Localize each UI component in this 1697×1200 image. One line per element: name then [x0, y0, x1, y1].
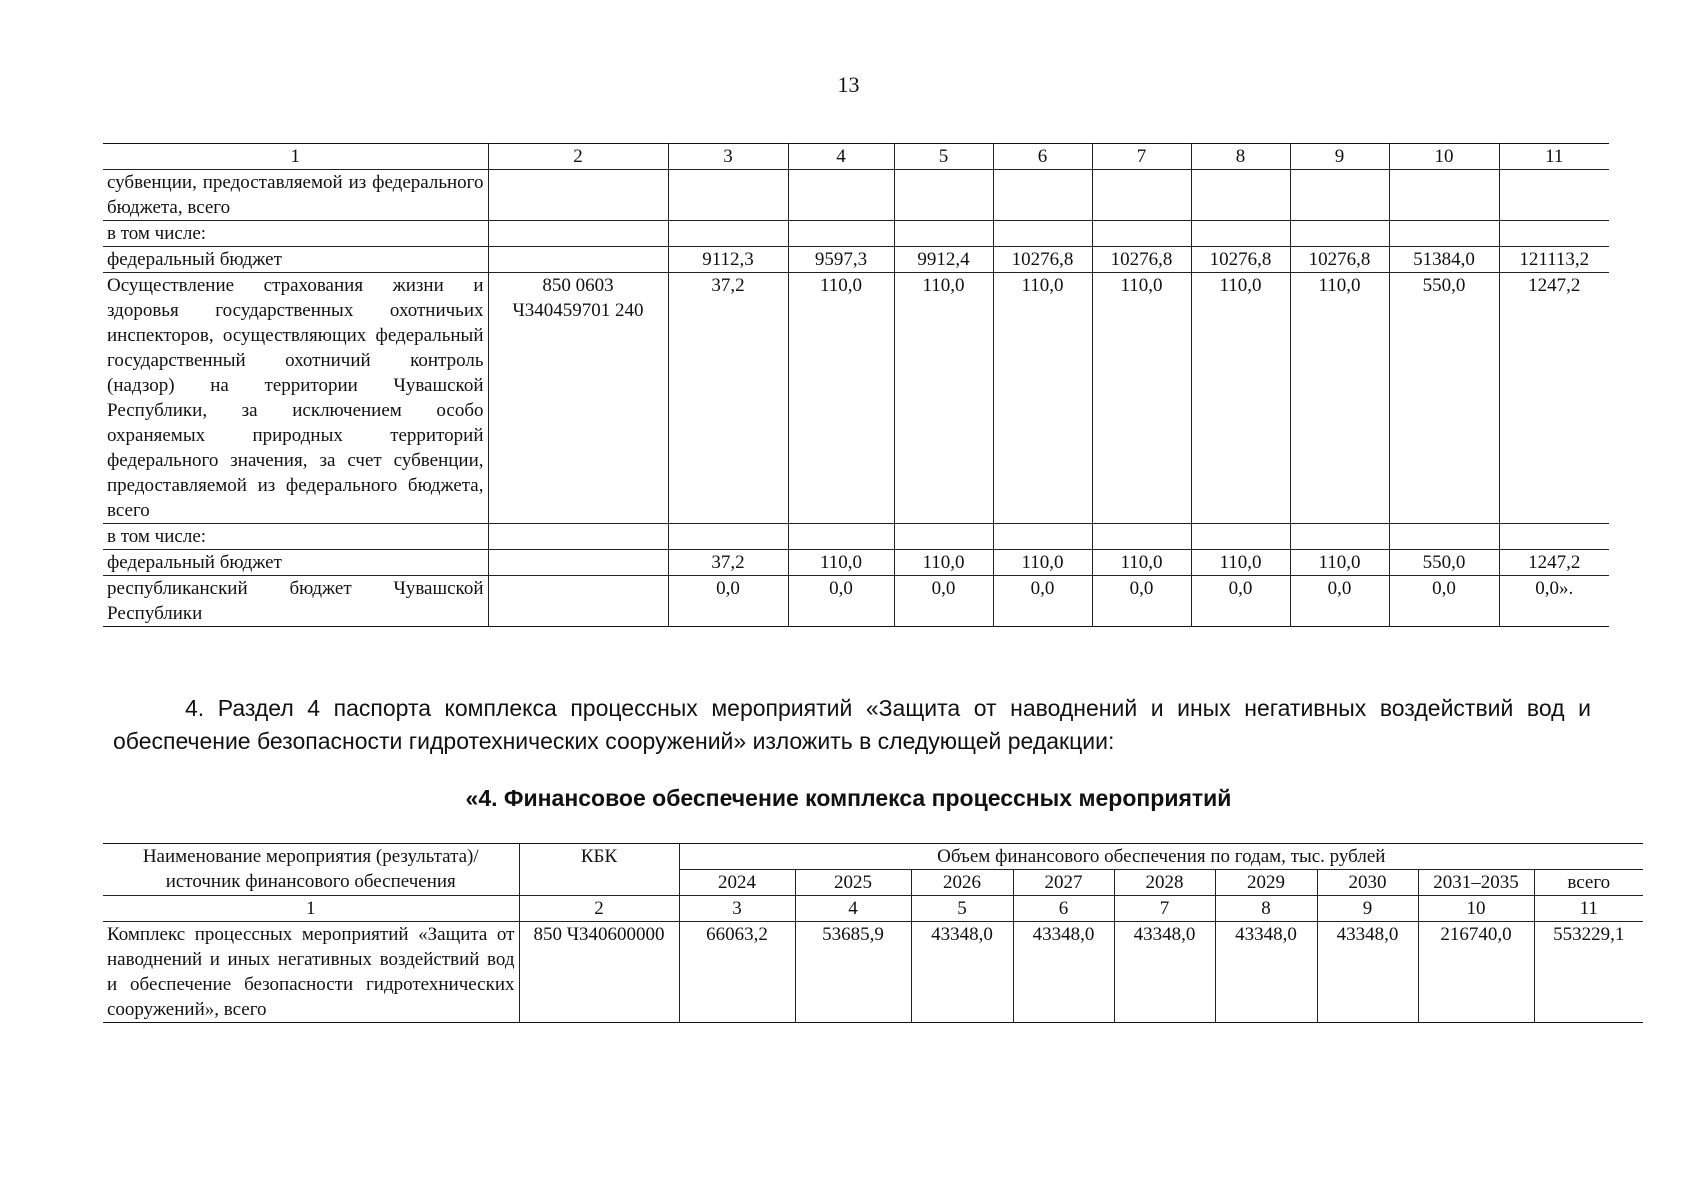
- value-cell: 53685,9: [795, 922, 911, 1023]
- table-header-row: [103, 844, 1643, 870]
- column-number-cell: 5: [894, 144, 993, 170]
- year-header-cell: 2031–2035: [1418, 870, 1534, 896]
- value-cell: 1247,2: [1499, 550, 1609, 576]
- value-cell: [993, 170, 1092, 221]
- column-number-cell: 9: [1317, 896, 1418, 922]
- column-number-cell: 11: [1534, 896, 1643, 922]
- value-cell: [993, 221, 1092, 247]
- value-cell: 0,0: [1290, 576, 1389, 627]
- row-name-cell: субвенции, предоставляемой из федерального бюджета, всего: [103, 170, 488, 221]
- table-row: [103, 273, 1609, 524]
- value-cell: 10276,8: [1290, 247, 1389, 273]
- column-number-cell: 5: [911, 896, 1013, 922]
- value-cell: [1290, 221, 1389, 247]
- column-number-cell: 1: [103, 144, 488, 170]
- value-cell: [668, 524, 788, 550]
- row-name-cell: федеральный бюджет: [103, 550, 488, 576]
- table-row: [103, 247, 1609, 273]
- value-cell: 110,0: [788, 550, 894, 576]
- value-cell: 550,0: [1389, 550, 1499, 576]
- value-cell: 43348,0: [1317, 922, 1418, 1023]
- column-number-cell: 6: [993, 144, 1092, 170]
- column-number-cell: 9: [1290, 144, 1389, 170]
- value-cell: 110,0: [894, 550, 993, 576]
- value-cell: 37,2: [668, 550, 788, 576]
- table-row: [103, 550, 1609, 576]
- kbk-cell: [488, 550, 668, 576]
- value-cell: [788, 170, 894, 221]
- value-cell: 9597,3: [788, 247, 894, 273]
- value-cell: 10276,8: [1092, 247, 1191, 273]
- value-cell: 110,0: [894, 273, 993, 524]
- value-cell: 110,0: [993, 273, 1092, 524]
- value-cell: [1191, 221, 1290, 247]
- value-cell: 9912,4: [894, 247, 993, 273]
- value-cell: 51384,0: [1389, 247, 1499, 273]
- kbk-cell: [488, 247, 668, 273]
- year-header-cell: всего: [1534, 870, 1643, 896]
- value-cell: [1499, 524, 1609, 550]
- value-cell: 43348,0: [911, 922, 1013, 1023]
- value-cell: 9112,3: [668, 247, 788, 273]
- column-number-cell: 1: [103, 896, 519, 922]
- amendment-paragraph: 4. Раздел 4 паспорта комплекса процессных мероприятий «Защита от наводнений и иных негативных воздействий вод и обеспечение безопасности гидротехнических сооружений» изложить в следующей редакции:: [113, 695, 1591, 754]
- value-cell: 110,0: [788, 273, 894, 524]
- value-cell: [894, 221, 993, 247]
- value-cell: [1499, 221, 1609, 247]
- column-number-row: [103, 896, 1643, 922]
- financing-table: [103, 843, 1643, 1023]
- section-heading: «4. Финансовое обеспечение комплекса процессных мероприятий: [465, 785, 1232, 811]
- budget-table-body: [103, 144, 1609, 627]
- value-cell: 0,0: [993, 576, 1092, 627]
- value-cell: 10276,8: [993, 247, 1092, 273]
- row-name-cell: Осуществление страхования жизни и здоровья государственных охотничьих инспекторов, осуществляющих федеральный государственный охотничий контроль (надзор) на территории Чувашской Республики, за исключением особо охраняемых природных территорий федерального значения, за счет субвенции, предоставляемой из федерального бюджета, всего: [103, 273, 488, 524]
- row-name-cell: республиканский бюджет Чувашской Республики: [103, 576, 488, 627]
- kbk-cell: [488, 524, 668, 550]
- value-cell: 37,2: [668, 273, 788, 524]
- budget-table-continued: [103, 143, 1609, 627]
- financing-table-body: [103, 844, 1643, 1023]
- value-cell: [1191, 524, 1290, 550]
- column-number-cell: 2: [519, 896, 679, 922]
- column-number-cell: 11: [1499, 144, 1609, 170]
- value-cell: 110,0: [1290, 550, 1389, 576]
- value-cell: [1092, 170, 1191, 221]
- value-cell: 0,0: [1389, 576, 1499, 627]
- value-cell: [1290, 170, 1389, 221]
- year-header-cell: 2024: [679, 870, 795, 896]
- year-header-cell: 2025: [795, 870, 911, 896]
- kbk-cell: [488, 576, 668, 627]
- value-cell: 43348,0: [1215, 922, 1317, 1023]
- value-cell: [1389, 221, 1499, 247]
- value-cell: [894, 170, 993, 221]
- value-cell: 1247,2: [1499, 273, 1609, 524]
- kbk-cell: 850 0603 Ч340459701 240: [488, 273, 668, 524]
- column-number-cell: 4: [795, 896, 911, 922]
- column-number-cell: 3: [668, 144, 788, 170]
- value-cell: 43348,0: [1013, 922, 1114, 1023]
- value-cell: 110,0: [1191, 273, 1290, 524]
- value-cell: 0,0: [1092, 576, 1191, 627]
- year-header-cell: 2030: [1317, 870, 1418, 896]
- column-number-cell: 8: [1191, 144, 1290, 170]
- row-name-cell: федеральный бюджет: [103, 247, 488, 273]
- value-cell: [788, 221, 894, 247]
- column-number-cell: 10: [1418, 896, 1534, 922]
- year-header-cell: 2027: [1013, 870, 1114, 896]
- value-cell: 121113,2: [1499, 247, 1609, 273]
- value-cell: 0,0: [788, 576, 894, 627]
- value-cell: 110,0: [1290, 273, 1389, 524]
- table-row: [103, 524, 1609, 550]
- value-cell: 553229,1: [1534, 922, 1643, 1023]
- value-cell: 110,0: [1092, 273, 1191, 524]
- value-cell: 66063,2: [679, 922, 795, 1023]
- value-cell: [668, 170, 788, 221]
- column-number-cell: 10: [1389, 144, 1499, 170]
- kbk-cell: 850 Ч340600000: [519, 922, 679, 1023]
- column-header-kbk: КБК: [519, 844, 679, 896]
- column-number-cell: 7: [1092, 144, 1191, 170]
- table-row: [103, 221, 1609, 247]
- kbk-cell: [488, 170, 668, 221]
- column-number-cell: 2: [488, 144, 668, 170]
- value-cell: 0,0: [668, 576, 788, 627]
- value-cell: 0,0».: [1499, 576, 1609, 627]
- column-header-volume: Объем финансового обеспечения по годам, тыс. рублей: [679, 844, 1643, 870]
- value-cell: 0,0: [1191, 576, 1290, 627]
- table-row: [103, 922, 1643, 1023]
- year-header-cell: 2026: [911, 870, 1013, 896]
- value-cell: 43348,0: [1114, 922, 1215, 1023]
- column-number-cell: 6: [1013, 896, 1114, 922]
- value-cell: [1092, 524, 1191, 550]
- table-row: [103, 576, 1609, 627]
- value-cell: [993, 524, 1092, 550]
- row-name-cell: в том числе:: [103, 524, 488, 550]
- page-number: 13: [837, 72, 860, 97]
- row-name-cell: в том числе:: [103, 221, 488, 247]
- table-header-row: [103, 144, 1609, 170]
- row-name-cell: Комплекс процессных мероприятий «Защита от наводнений и иных негативных воздействий вод и обеспечение безопасности гидротехнических сооружений», всего: [103, 922, 519, 1023]
- value-cell: [1389, 170, 1499, 221]
- value-cell: 110,0: [993, 550, 1092, 576]
- column-number-cell: 3: [679, 896, 795, 922]
- value-cell: [1290, 524, 1389, 550]
- column-number-cell: 7: [1114, 896, 1215, 922]
- column-number-cell: 4: [788, 144, 894, 170]
- value-cell: [1389, 524, 1499, 550]
- value-cell: 110,0: [1092, 550, 1191, 576]
- value-cell: [1092, 221, 1191, 247]
- value-cell: [788, 524, 894, 550]
- kbk-cell: [488, 221, 668, 247]
- column-header-name: Наименование мероприятия (результата)/источник финансового обеспечения: [103, 844, 519, 896]
- year-header-cell: 2028: [1114, 870, 1215, 896]
- year-header-cell: 2029: [1215, 870, 1317, 896]
- value-cell: 110,0: [1191, 550, 1290, 576]
- value-cell: [894, 524, 993, 550]
- value-cell: 550,0: [1389, 273, 1499, 524]
- value-cell: [1499, 170, 1609, 221]
- column-number-cell: 8: [1215, 896, 1317, 922]
- value-cell: [1191, 170, 1290, 221]
- value-cell: 0,0: [894, 576, 993, 627]
- table-row: [103, 170, 1609, 221]
- value-cell: 216740,0: [1418, 922, 1534, 1023]
- value-cell: 10276,8: [1191, 247, 1290, 273]
- value-cell: [668, 221, 788, 247]
